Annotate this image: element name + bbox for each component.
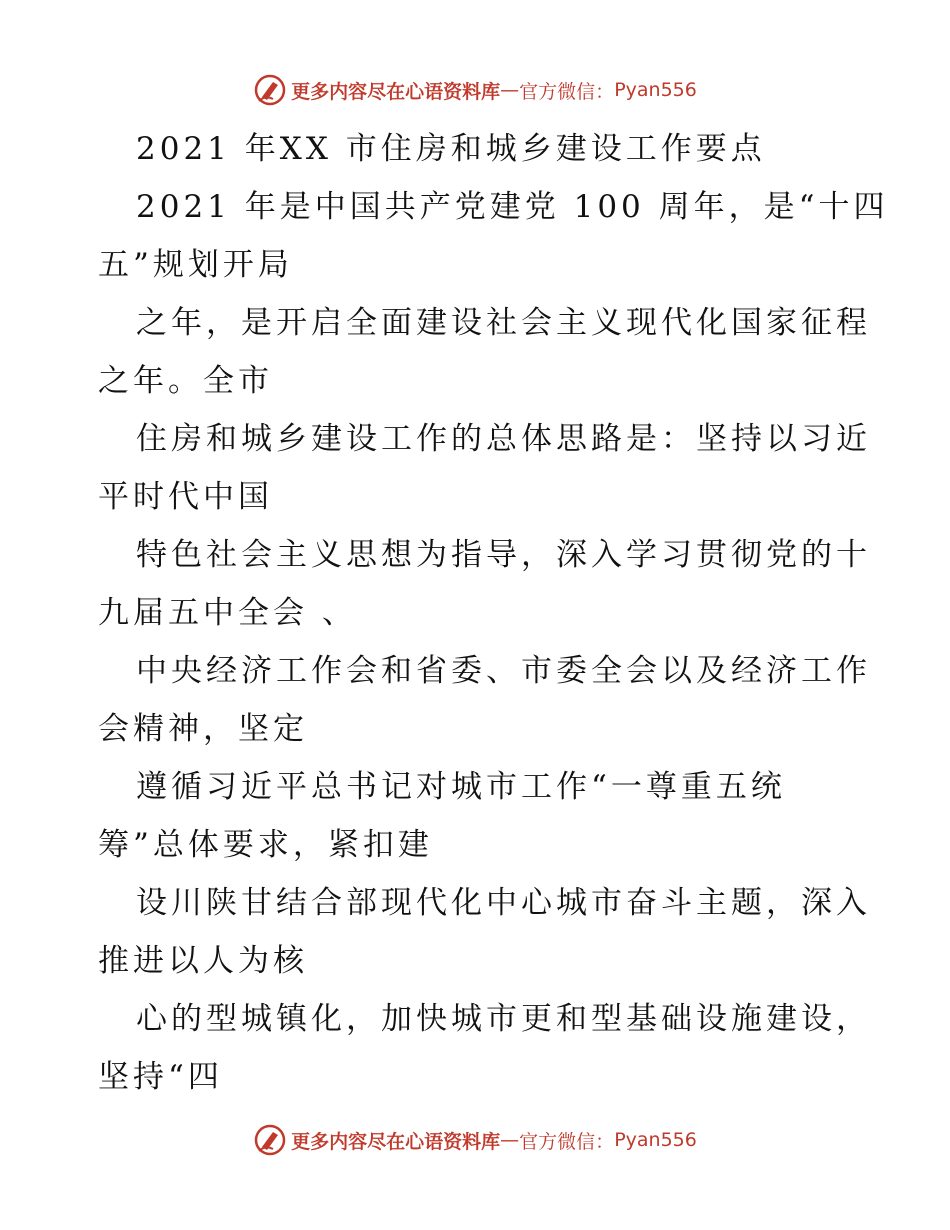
footer-banner [0,1120,950,1160]
text-line: 2021 年是中国共产党建党 100 周年，是“十四 [136,189,889,225]
text-line: 坚持“四 [98,1059,223,1095]
text-line: 住房和城乡建设工作的总体思路是：坚持以习近 [136,421,871,457]
text-line: 会精神，坚定 [98,711,308,747]
text-line: 之年，是开启全面建设社会主义现代化国家征程 [136,305,871,341]
banner-main-text: 更多内容尽在心语资料库 [291,1130,501,1153]
banner-main-text: 更多内容尽在心语资料库 [291,80,501,103]
document-body [98,120,889,1106]
text-line: 特色社会主义思想为指导，深入学习贯彻党的十 [136,537,871,573]
text-line: 2021 年XX 市住房和城乡建设工作要点 [136,131,766,167]
text-line: 九届五中全会 、 [98,595,357,631]
banner-wechat-label: 官方微信： [519,1130,615,1153]
text-line: 五”规划开局 [98,247,293,283]
banner-dash: — [500,79,520,101]
brand-logo-icon [253,73,287,107]
header-banner [0,70,950,110]
banner-wechat-label: 官方微信： [519,80,615,103]
banner-dash: — [500,1129,520,1151]
brand-logo-icon [253,1123,287,1157]
text-line: 遵循习近平总书记对城市工作“一尊重五统 [136,769,786,805]
text-line: 筹”总体要求，紧扣建 [98,827,433,863]
text-line: 中央经济工作会和省委、市委全会以及经济工作 [136,653,871,689]
text-line: 心的型城镇化，加快城市更和型基础设施建设， [136,1001,871,1037]
text-line: 平时代中国 [98,479,273,515]
banner-wechat-id: Pyan556 [614,1129,697,1151]
text-line: 之年。全市 [98,363,273,399]
text-line: 推进以人为核 [98,943,308,979]
text-line: 设川陕甘结合部现代化中心城市奋斗主题，深入 [136,885,871,921]
banner-wechat-id: Pyan556 [614,79,697,101]
